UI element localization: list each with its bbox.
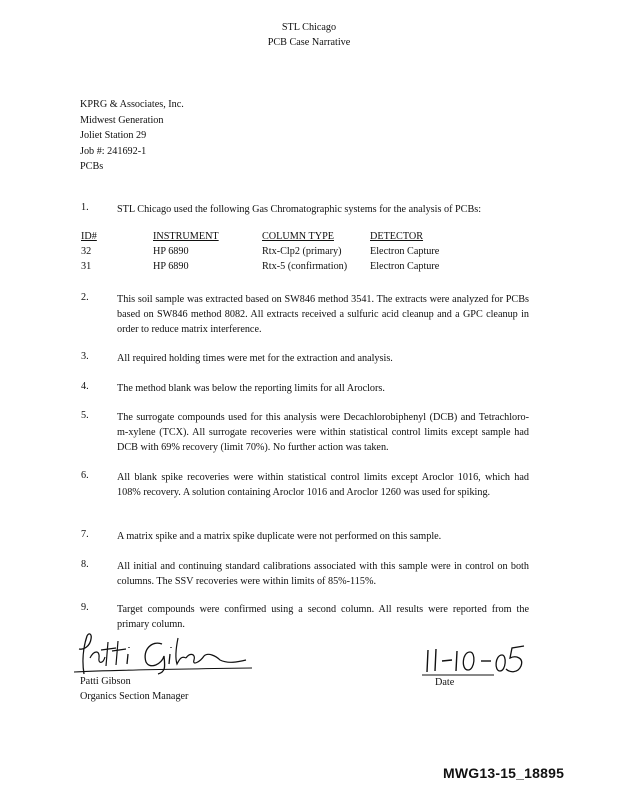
- table-cell-id: 32: [81, 246, 92, 257]
- item-number: 9.: [81, 602, 89, 613]
- table-header-instrument: INSTRUMENT: [153, 231, 219, 242]
- document-header-line2: PCB Case Narrative: [267, 37, 351, 48]
- address-analysis: PCBs: [80, 161, 104, 172]
- item-number: 4.: [81, 381, 89, 392]
- table-header-id: ID#: [81, 231, 97, 242]
- address-site: Joliet Station 29: [80, 130, 147, 141]
- handwritten-date: [420, 642, 530, 678]
- item-text: This soil sample was extracted based on SW846 method 3541. The extracts were analyzed for PCBs based on SW846 method 8082. All extracts received a sulfuric acid cleanup and a GPC cleanup in order to reduce matrix interference.: [117, 294, 529, 335]
- item-text: The method blank was below the reporting limits for all Aroclors.: [117, 383, 385, 394]
- item-number: 2.: [81, 292, 89, 303]
- table-cell-instrument: HP 6890: [153, 261, 189, 272]
- table-cell-column-type: Rtx-Clp2 (primary): [262, 246, 342, 257]
- table-cell-detector: Electron Capture: [370, 261, 440, 272]
- item-number: 1.: [81, 202, 89, 213]
- address-company: KPRG & Associates, Inc.: [80, 99, 184, 110]
- signer-title: Organics Section Manager: [80, 691, 189, 702]
- address-block: [80, 97, 184, 175]
- address-client: Midwest Generation: [80, 114, 164, 126]
- table-header-detector: DETECTOR: [370, 231, 424, 242]
- table-cell-instrument: HP 6890: [153, 246, 189, 257]
- bates-stamp: MWG13-15_18895: [443, 765, 565, 781]
- table-header-column-type: COLUMN TYPE: [262, 231, 334, 242]
- table-cell-detector: Electron Capture: [370, 246, 440, 257]
- item-text: All blank spike recoveries were within statistical control limits except Aroclor 1016, which had 108% recovery. A solution containing Aroclor 1016 and Aroclor 1260 was used for spiking.: [117, 472, 529, 498]
- item-text: The surrogate compounds used for this analysis were Decachlorobiphenyl (DCB) and Tetrachloro-m-xylene (TCX). All surrogate recoveries were within statistical control limits except sample had DCB with 69% recovery (limit 70%). No further action was taken.: [117, 412, 529, 453]
- table-cell-column-type: Rtx-5 (confirmation): [262, 261, 348, 272]
- item-text: STL Chicago used the following Gas Chromatographic systems for the analysis of PCBs:: [117, 204, 482, 215]
- item-text: A matrix spike and a matrix spike duplicate were not performed on this sample.: [117, 531, 442, 542]
- item-text: All initial and continuing standard calibrations associated with this sample were in control on both columns. The SSV recoveries were within limits of 85%-115%.: [117, 561, 529, 587]
- date-label: Date: [435, 677, 455, 688]
- item-number: 3.: [81, 351, 89, 362]
- item-number: 8.: [81, 559, 89, 570]
- item-text: All required holding times were met for the extraction and analysis.: [117, 353, 393, 364]
- signer-name: Patti Gibson: [80, 676, 131, 687]
- address-job: Job #: 241692-1: [80, 145, 147, 157]
- signature-image: [70, 628, 255, 680]
- item-number: 5.: [81, 410, 89, 421]
- item-text: Target compounds were confirmed using a second column. All results were reported from the primary column.: [117, 604, 529, 630]
- item-number: 7.: [81, 529, 89, 540]
- item-number: 6.: [81, 470, 89, 481]
- table-cell-id: 31: [81, 261, 92, 272]
- document-header-line1: STL Chicago: [281, 22, 337, 33]
